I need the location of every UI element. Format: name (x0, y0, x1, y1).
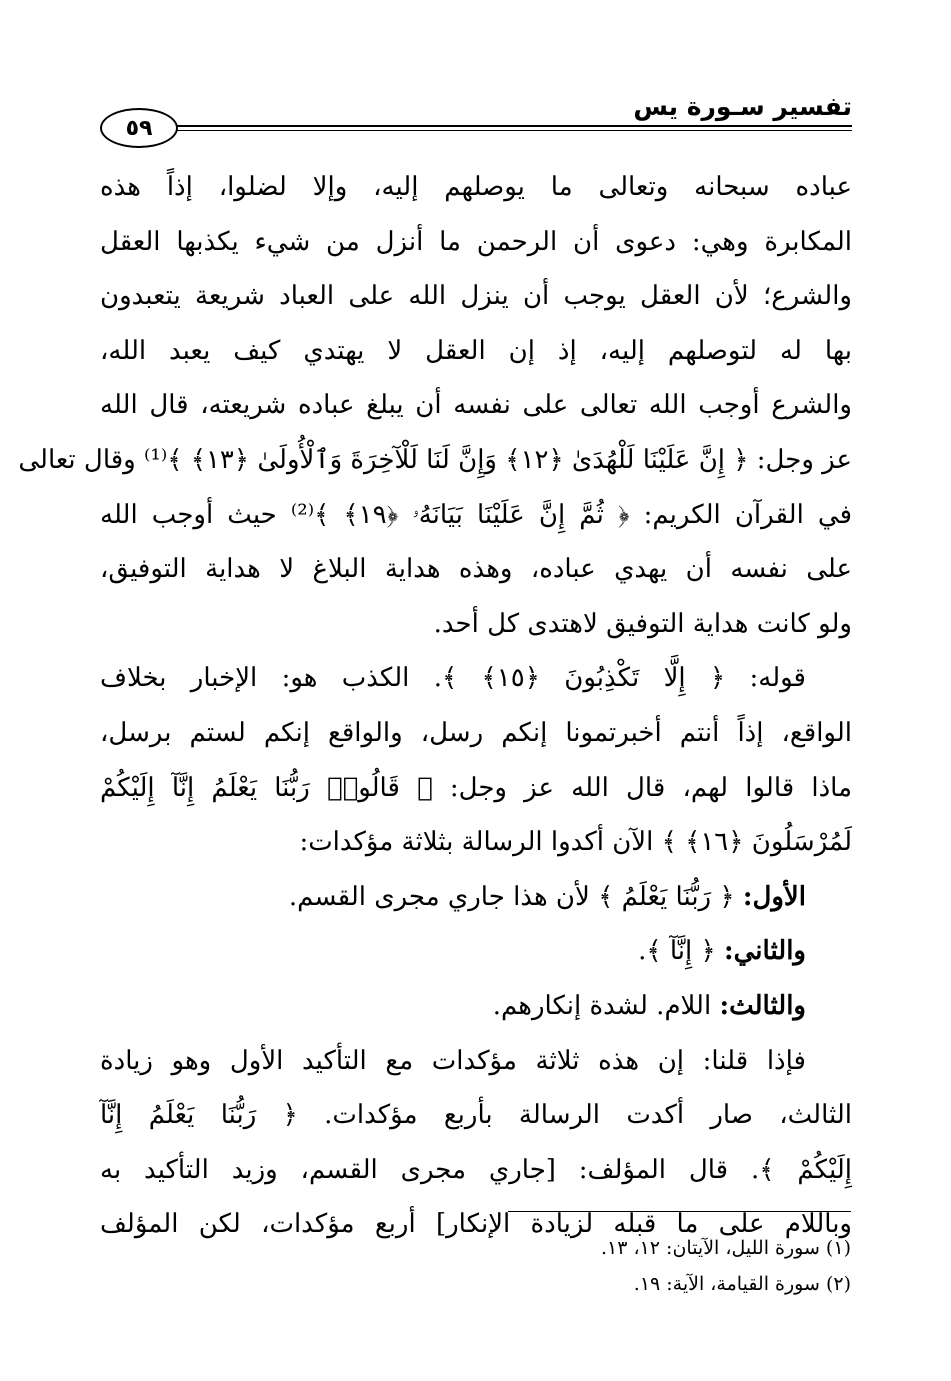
list-label: والثالث: (719, 990, 806, 1021)
list-item-third: والثالث: اللام. لشدة إنكارهم. (492, 990, 806, 1021)
text-line: عباده سبحانه وتعالى ما يوصلهم إليه، وإلا لضلوا، إذاً هذه (100, 172, 852, 202)
text-line: في القرآن الكريم: ﴿ ثُمَّ إِنَّ عَلَيْنَا بَيَانَهُۥ ﴿١٩﴾ ﴾⁽²⁾ حيث أوجب الله (100, 499, 852, 530)
footnotes (151, 1230, 851, 1302)
page-number: ٥٩ (100, 108, 178, 148)
list-label: والثاني: (724, 936, 806, 967)
footnote-separator (508, 1211, 851, 1212)
text-line: ماذا قالوا لهم، قال الله عز وجل: ﴿ قَالُوا۟ رَبُّنَا يَعْلَمُ إِنَّآ إِلَيْكُمْ (100, 772, 852, 803)
text-line: عز وجل: ﴿ إِنَّ عَلَيْنَا لَلْهُدَىٰ ﴿١٢﴾ وَإِنَّ لَنَا لَلْآخِرَةَ وَٱلْأُولَىٰ ﴿١٣﴾ ﴾⁽¹⁾ وقال تعالى (18, 444, 852, 475)
list-item-second: والثاني: ﴿ إِنَّآ ﴾. (638, 936, 806, 967)
text-line: المكابرة وهي: دعوى أن الرحمن ما أنزل من شيء يكذبها العقل (100, 226, 852, 257)
text-line: وباللام على ما قبله لزيادة الإنكار] أربع مؤكدات، لكن المؤلف (100, 1209, 852, 1240)
text-line: فإذا قلنا: إن هذه ثلاثة مؤكدات مع التأكيد الأول وهو زيادة (100, 1045, 806, 1076)
list-label: الأول: (742, 881, 806, 912)
text-line: والشرع؛ لأن العقل يوجب أن ينزل الله على العباد شريعة يتعبدون (100, 281, 852, 312)
header-rule-thin (166, 130, 852, 131)
text-line: ولو كانت هداية التوفيق لاهتدى كل أحد. (433, 608, 852, 639)
footnote-1: (١) سورة الليل، الآيتان: ١٢، ١٣. (600, 1237, 851, 1259)
text-line: قوله: ﴿ إِلَّا تَكْذِبُونَ ﴿١٥﴾ ﴾. الكذب هو: الإخبار بخلاف (100, 663, 806, 694)
text-line: بها له لتوصلهم إليه، إذ إن العقل لا يهتدي كيف يعبد الله، (100, 335, 852, 366)
text-line: والشرع أوجب الله تعالى على نفسه أن يبلغ عباده شريعته، قال الله (100, 390, 852, 421)
text-line: إِلَيْكُمْ ﴾. قال المؤلف: [جاري مجرى القسم، وزيد التأكيد به (100, 1154, 852, 1185)
footnote-2: (٢) سورة القيامة، الآية: ١٩. (633, 1273, 851, 1295)
text-line: لَمُرْسَلُونَ ﴿١٦﴾ ﴾ الآن أكدوا الرسالة بثلاثة مؤكدات: (299, 827, 852, 858)
text-line: الثالث، صار أكدت الرسالة بأربع مؤكدات. ﴿ رَبُّنَا يَعْلَمُ إِنَّآ (100, 1100, 852, 1131)
header-rule (166, 125, 852, 127)
page-header (100, 92, 852, 141)
body-text (18, 160, 852, 1252)
text-line: على نفسه أن يهدي عباده، وهذه هداية البلاغ لا هداية التوفيق، (100, 554, 852, 585)
list-item-first: الأول: ﴿ رَبُّنَا يَعْلَمُ ﴾ لأن هذا جاري مجرى القسم. (288, 881, 806, 912)
text-line: الواقع، إذاً أنتم أخبرتمونا إنكم رسل، والواقع إنكم لستم برسل، (100, 717, 852, 748)
running-title: تفسير سـورة يس (633, 92, 852, 121)
